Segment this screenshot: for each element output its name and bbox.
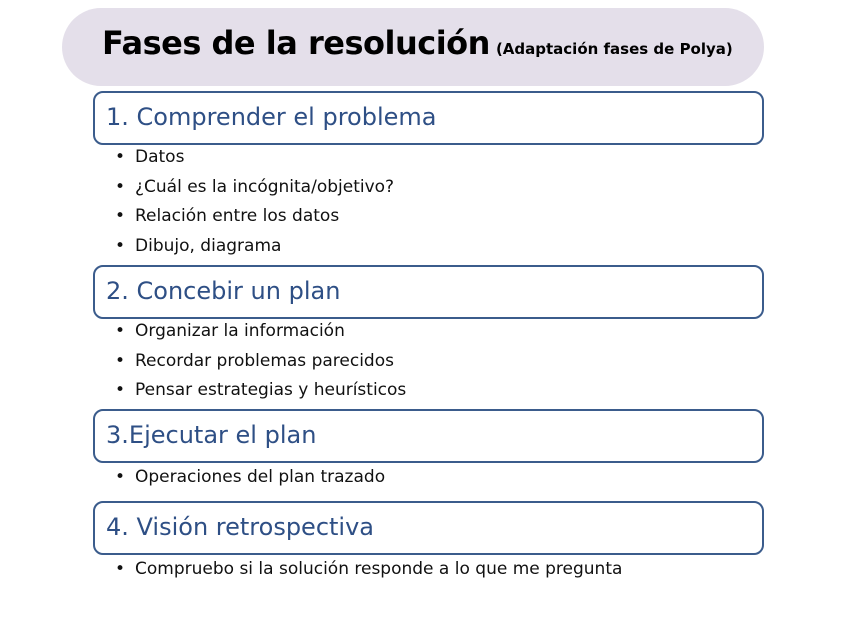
bullet-icon: •	[115, 350, 126, 371]
bullet-icon: •	[115, 559, 126, 579]
bullet-item	[115, 347, 406, 377]
title	[102, 24, 733, 62]
phase-1-bullets	[115, 143, 394, 261]
phase-label-3: 3.Ejecutar el plan	[106, 421, 317, 449]
title-main: Fases de la resolución	[102, 24, 490, 62]
phase-box-3	[93, 409, 764, 463]
bullet-text: Compruebo si la solución responde a lo que me pregunta	[135, 559, 623, 579]
bullet-icon: •	[115, 467, 126, 487]
bullet-icon: •	[115, 235, 126, 256]
bullet-icon: •	[115, 321, 126, 341]
bullet-item	[115, 202, 394, 232]
bullet-item	[115, 173, 394, 203]
bullet-text: Operaciones del plan trazado	[135, 467, 386, 487]
bullet-icon: •	[115, 380, 126, 400]
bullet-item	[115, 463, 385, 493]
bullet-text: Pensar estrategias y heurísticos	[135, 380, 407, 400]
phase-box-4	[93, 501, 764, 555]
title-subtitle: (Adaptación fases de Polya)	[495, 40, 733, 58]
phase-4-bullets	[115, 555, 622, 585]
phase-box-2	[93, 265, 764, 319]
phase-2-bullets	[115, 317, 406, 406]
bullet-item	[115, 143, 394, 173]
bullet-text: Organizar la información	[135, 321, 345, 341]
title-banner	[62, 8, 764, 86]
bullet-icon: •	[115, 147, 126, 167]
bullet-text: ¿Cuál es la incógnita/objetivo?	[135, 176, 395, 197]
bullet-icon: •	[115, 176, 126, 197]
bullet-item	[115, 317, 406, 347]
bullet-icon: •	[115, 206, 126, 226]
phase-3-bullets	[115, 463, 385, 493]
phase-label-2: 2. Concebir un plan	[106, 277, 341, 305]
bullet-text: Recordar problemas parecidos	[135, 350, 394, 371]
bullet-text: Datos	[135, 147, 185, 167]
bullet-item	[115, 555, 622, 585]
phase-label-1: 1. Comprender el problema	[106, 103, 437, 131]
phase-box-1	[93, 91, 764, 145]
phase-label-4: 4. Visión retrospectiva	[106, 513, 375, 541]
bullet-text: Relación entre los datos	[135, 206, 340, 226]
bullet-text: Dibujo, diagrama	[135, 235, 282, 256]
bullet-item	[115, 232, 394, 262]
bullet-item	[115, 376, 406, 406]
